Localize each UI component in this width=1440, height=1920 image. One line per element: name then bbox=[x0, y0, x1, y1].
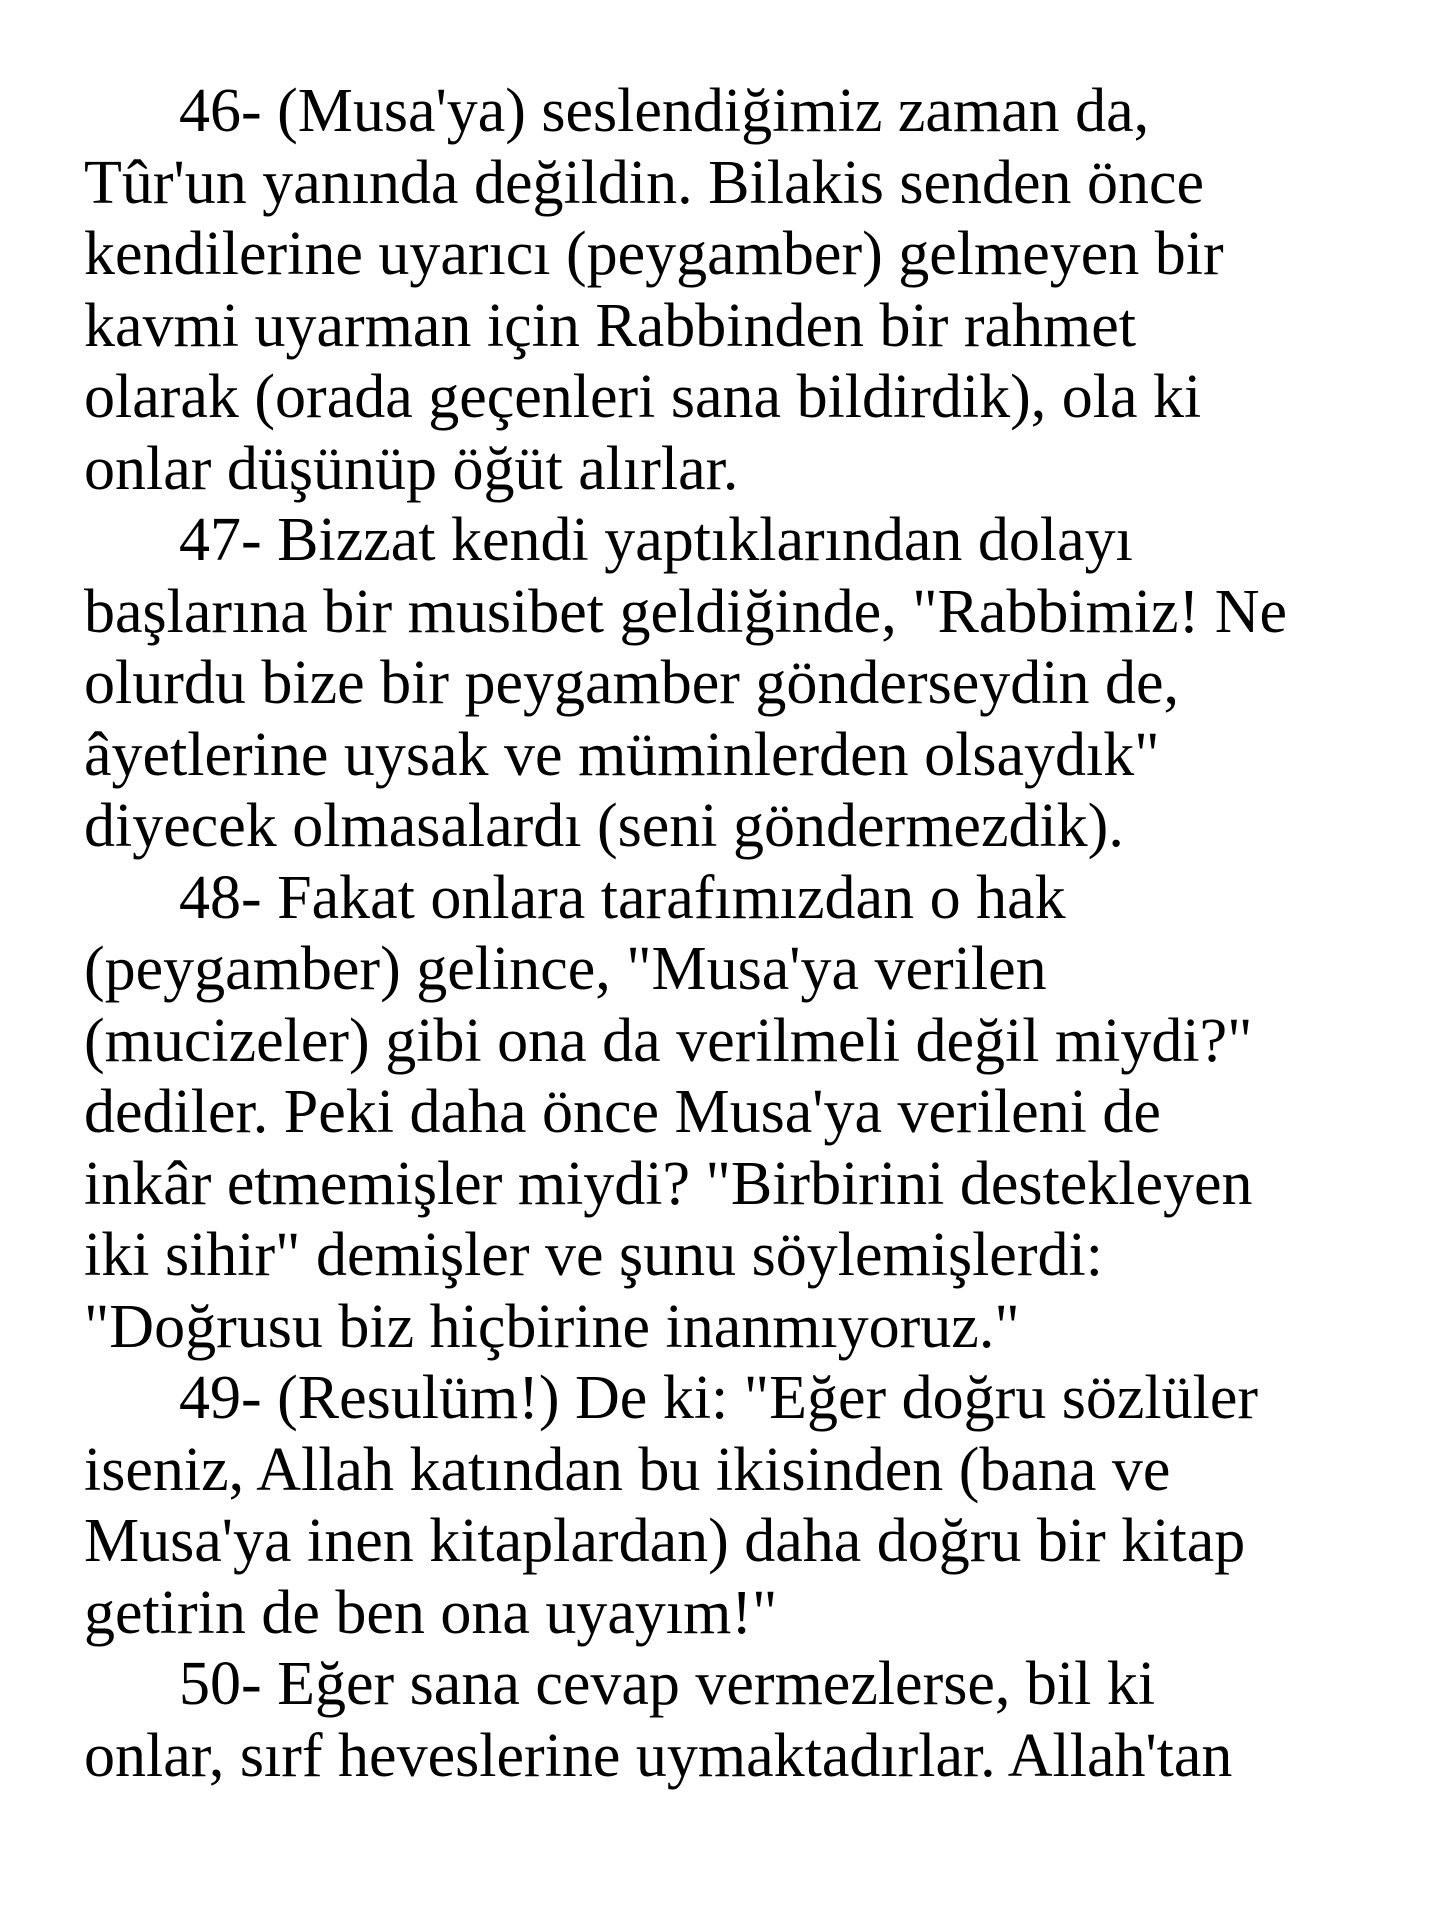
text-line: getirin de ben ona uyayım!" bbox=[84, 1578, 778, 1647]
text-line: iki sihir" demişler ve şunu söylemişlerdi: bbox=[84, 1221, 1103, 1289]
text-line: (mucizeler) gibi ona da verilmeli değil miydi?" bbox=[84, 1006, 1253, 1075]
text-line: başlarına bir musibet geldiğinde, "Rabbimiz! Ne bbox=[84, 577, 1288, 646]
text-line: dediler. Peki daha önce Musa'ya verileni de bbox=[84, 1078, 1161, 1146]
text-line: diyecek olmasalardı (seni göndermezdik). bbox=[84, 792, 1124, 860]
text-line: Tûr'un yanında değildin. Bilakis senden önce bbox=[84, 148, 1205, 217]
text-line: onlar, sırf heveslerine uymaktadırlar. Allah'tan bbox=[84, 1721, 1233, 1790]
text-line: kavmi uyarman için Rabbinden bir rahmet bbox=[84, 291, 1136, 360]
text-line: olurdu bize bir peygamber gönderseydin de, bbox=[84, 649, 1179, 717]
text-line: 47- Bizzat kendi yaptıklarından dolayı bbox=[179, 506, 1133, 574]
text-line: Musa'ya inen kitaplardan) daha doğru bir kitap bbox=[84, 1507, 1246, 1575]
text-line: "Doğrusu biz hiçbirine inanmıyoruz." bbox=[84, 1292, 1020, 1361]
text-line: 49- (Resulüm!) De ki: "Eğer doğru sözlüler bbox=[179, 1364, 1259, 1432]
text-line: 46- (Musa'ya) seslendiğimiz zaman da, bbox=[179, 77, 1150, 145]
document-text bbox=[84, 76, 1384, 1792]
text-line: iseniz, Allah katından bu ikisinden (bana ve bbox=[84, 1435, 1171, 1504]
text-line: olarak (orada geçenleri sana bildirdik), ola ki bbox=[84, 363, 1202, 431]
text-line: 48- Fakat onlara tarafımızdan o hak bbox=[179, 863, 1066, 932]
text-line: 50- Eğer sana cevap vermezlerse, bil ki bbox=[179, 1650, 1156, 1718]
text-line: (peygamber) gelince, "Musa'ya verilen bbox=[84, 935, 1047, 1003]
text-line: inkâr etmemişler miydi? "Birbirini destekleyen bbox=[84, 1149, 1253, 1218]
text-line: kendilerine uyarıcı (peygamber) gelmeyen bir bbox=[84, 220, 1224, 288]
text-line: onlar düşünüp öğüt alırlar. bbox=[84, 434, 739, 503]
text-line: âyetlerine uysak ve müminlerden olsaydık" bbox=[84, 720, 1160, 789]
